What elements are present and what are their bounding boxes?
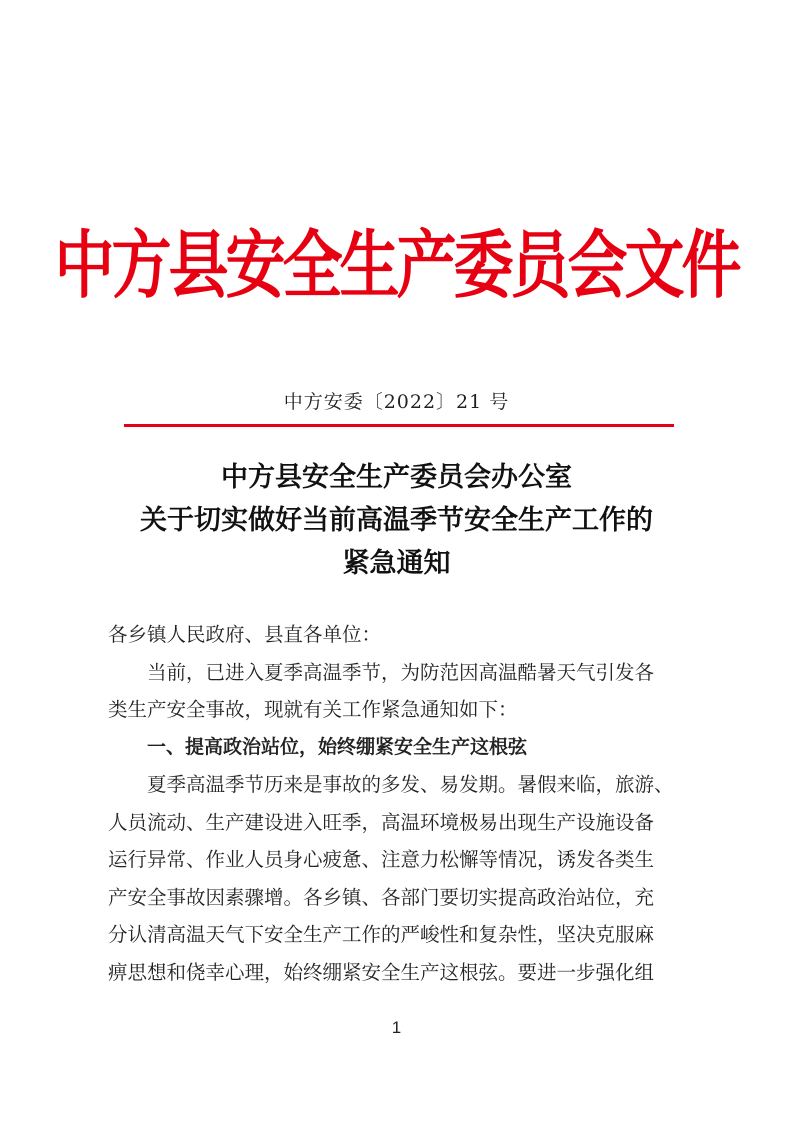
- notice-title: [0, 456, 793, 585]
- document-number: 中方安委〔2022〕21 号: [283, 391, 510, 413]
- title-line: 关于切实做好当前高温季节安全生产工作的: [140, 505, 653, 536]
- title-line: 中方县安全生产委员会办公室: [221, 462, 572, 493]
- salutation: 各乡镇人民政府、县直各单位：: [108, 623, 382, 646]
- paragraph-line: 分认清高温天气下安全生产工作的严峻性和复杂性，坚决克服麻: [108, 923, 655, 946]
- paragraph-line: 痹思想和侥幸心理，始终绷紧安全生产这根弦。要进一步强化组: [108, 960, 655, 984]
- masthead-title: 中方县安全生产委员会文件: [54, 223, 739, 309]
- paragraph-line: 运行异常、作业人员身心疲惫、注意力松懈等情况，诱发各类生: [108, 848, 655, 871]
- paragraph-line: 当前，已进入夏季高温季节，为防范因高温酷暑天气引发各: [147, 660, 655, 684]
- page-number: 1: [391, 1018, 402, 1037]
- paragraph-line: 类生产安全事故，现就有关工作紧急通知如下：: [108, 698, 518, 721]
- section-heading: 一、提高政治站位，始终绷紧安全生产这根弦: [147, 735, 528, 758]
- paragraph-line: 夏季高温季节历来是事故的多发、易发期。暑假来临，旅游、: [147, 773, 674, 796]
- body-text: [108, 616, 692, 991]
- title-line: 紧急通知: [342, 548, 451, 579]
- red-divider-line: [124, 424, 674, 427]
- paragraph-line: 人员流动、生产建设进入旺季，高温环境极易出现生产设施设备: [108, 810, 655, 834]
- paragraph-line: 产安全事故因素骤增。各乡镇、各部门要切实提高政治站位，充: [108, 885, 655, 909]
